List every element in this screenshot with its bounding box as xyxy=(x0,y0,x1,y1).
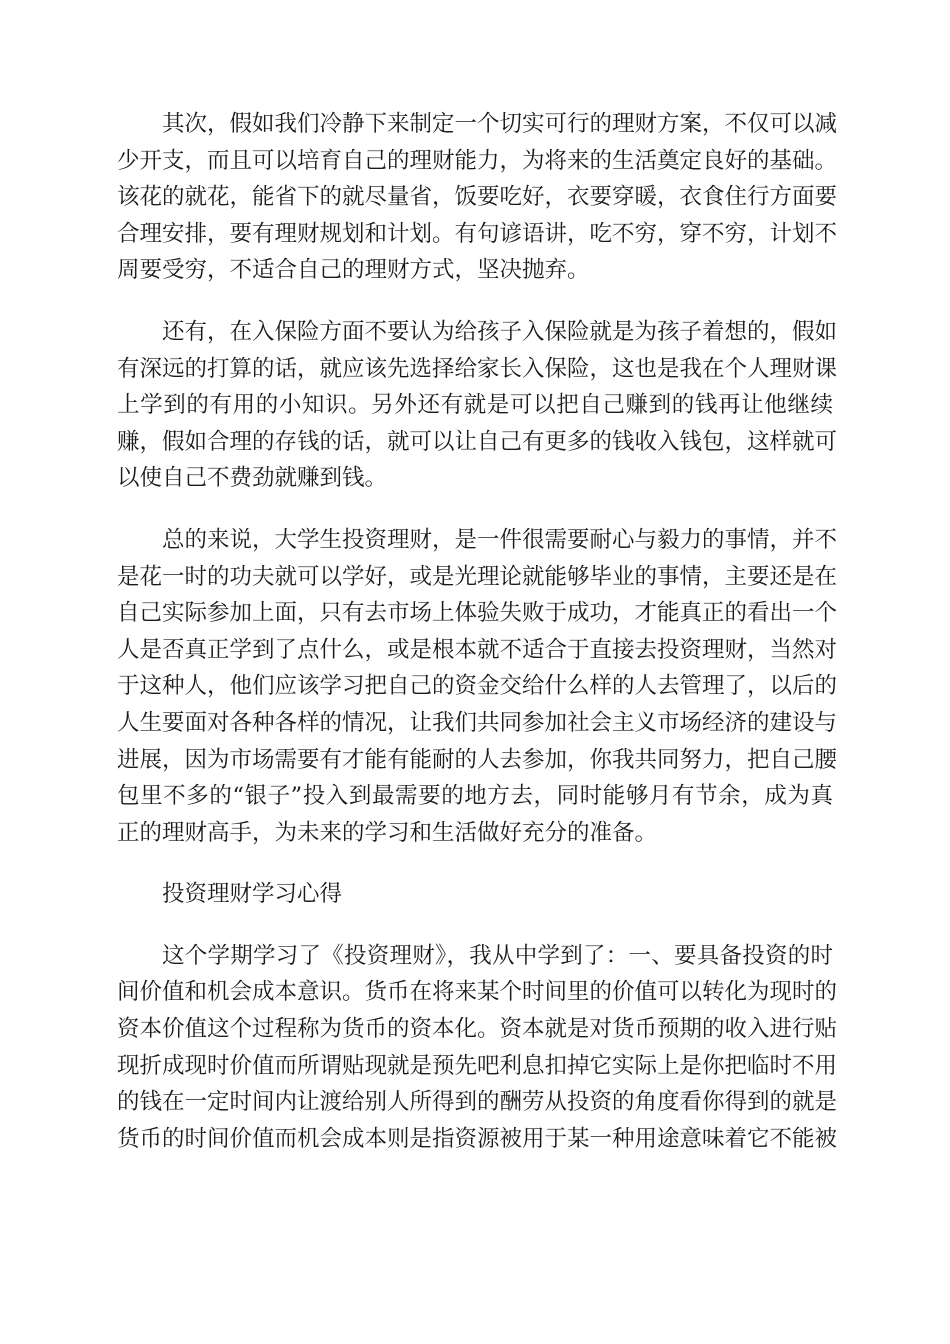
text-line: 间价值和机会成本意识。货币在将来某个时间里的价值可以转化为现时的 xyxy=(117,979,838,1006)
section-heading: 投资理财学习心得 xyxy=(162,881,343,908)
text-line: 包里不多的“银子”投入到最需要的地方去，同时能够月有节余，成为真 xyxy=(117,783,833,810)
text-line: 的钱在一定时间内让渡给别人所得到的酬劳从投资的角度看你得到的就是 xyxy=(117,1089,838,1116)
text-line: 这个学期学习了《投资理财》，我从中学到了：一、要具备投资的时 xyxy=(162,942,833,969)
text-line: 进展，因为市场需要有才能有能耐的人去参加，你我共同努力，把自己腰 xyxy=(117,746,838,773)
paragraph-summary xyxy=(117,522,838,851)
text-line: 以使自己不费劲就赚到钱。 xyxy=(117,465,388,492)
text-line: 其次，假如我们冷静下来制定一个切实可行的理财方案，不仅可以减 xyxy=(162,111,838,137)
text-line: 现折成现时价值而所谓贴现就是预先吧利息扣掉它实际上是你把临时不用 xyxy=(117,1052,838,1079)
text-line: 人生要面对各种各样的情况，让我们共同参加社会主义市场经济的建设与 xyxy=(117,709,838,736)
text-line: 周要受穷，不适合自己的理财方式，坚决抛弃。 xyxy=(117,257,590,284)
text-line: 有深远的打算的话，就应该先选择给家长入保险，这也是我在个人理财课 xyxy=(117,355,838,382)
text-line: 还有，在入保险方面不要认为给孩子入保险就是为孩子着想的，假如 xyxy=(162,318,838,345)
text-line: 合理安排，要有理财规划和计划。有句谚语讲，吃不穷，穿不穷，计划不 xyxy=(117,220,838,247)
paragraph-investment-study xyxy=(117,938,838,1158)
text-line: 是花一时的功夫就可以学好，或是光理论就能够毕业的事情，主要还是在 xyxy=(117,563,838,590)
text-line: 总的来说，大学生投资理财，是一件很需要耐心与毅力的事情，并不 xyxy=(162,526,838,553)
text-line: 上学到的有用的小知识。另外还有就是可以把自己赚到的钱再让他继续 xyxy=(117,392,833,419)
text-line: 人是否真正学到了点什么，或是根本就不适合于直接去投资理财，当然对 xyxy=(117,636,838,663)
paragraph-insurance xyxy=(117,314,838,497)
document-body xyxy=(117,106,838,1182)
text-line: 该花的就花，能省下的就尽量省，饭要吃好，衣要穿暖，衣食住行方面要 xyxy=(117,184,838,211)
text-line: 自己实际参加上面，只有去市场上体验失败于成功，才能真正的看出一个 xyxy=(117,600,838,627)
text-line: 货币的时间价值而机会成本则是指资源被用于某一种用途意味着它不能被 xyxy=(117,1125,838,1152)
text-line: 少开支，而且可以培育自己的理财能力，为将来的生活奠定良好的基础。 xyxy=(117,147,838,174)
text-line: 赚，假如合理的存钱的话，就可以让自己有更多的钱收入钱包，这样就可 xyxy=(117,428,838,455)
text-line: 资本价值这个过程称为货币的资本化。资本就是对货币预期的收入进行贴 xyxy=(117,1016,838,1043)
paragraph-financial-plan xyxy=(117,106,838,289)
text-line: 正的理财高手，为未来的学习和生活做好充分的准备。 xyxy=(117,819,658,846)
text-line: 于这种人，他们应该学习把自己的资金交给什么样的人去管理了，以后的 xyxy=(117,673,838,700)
